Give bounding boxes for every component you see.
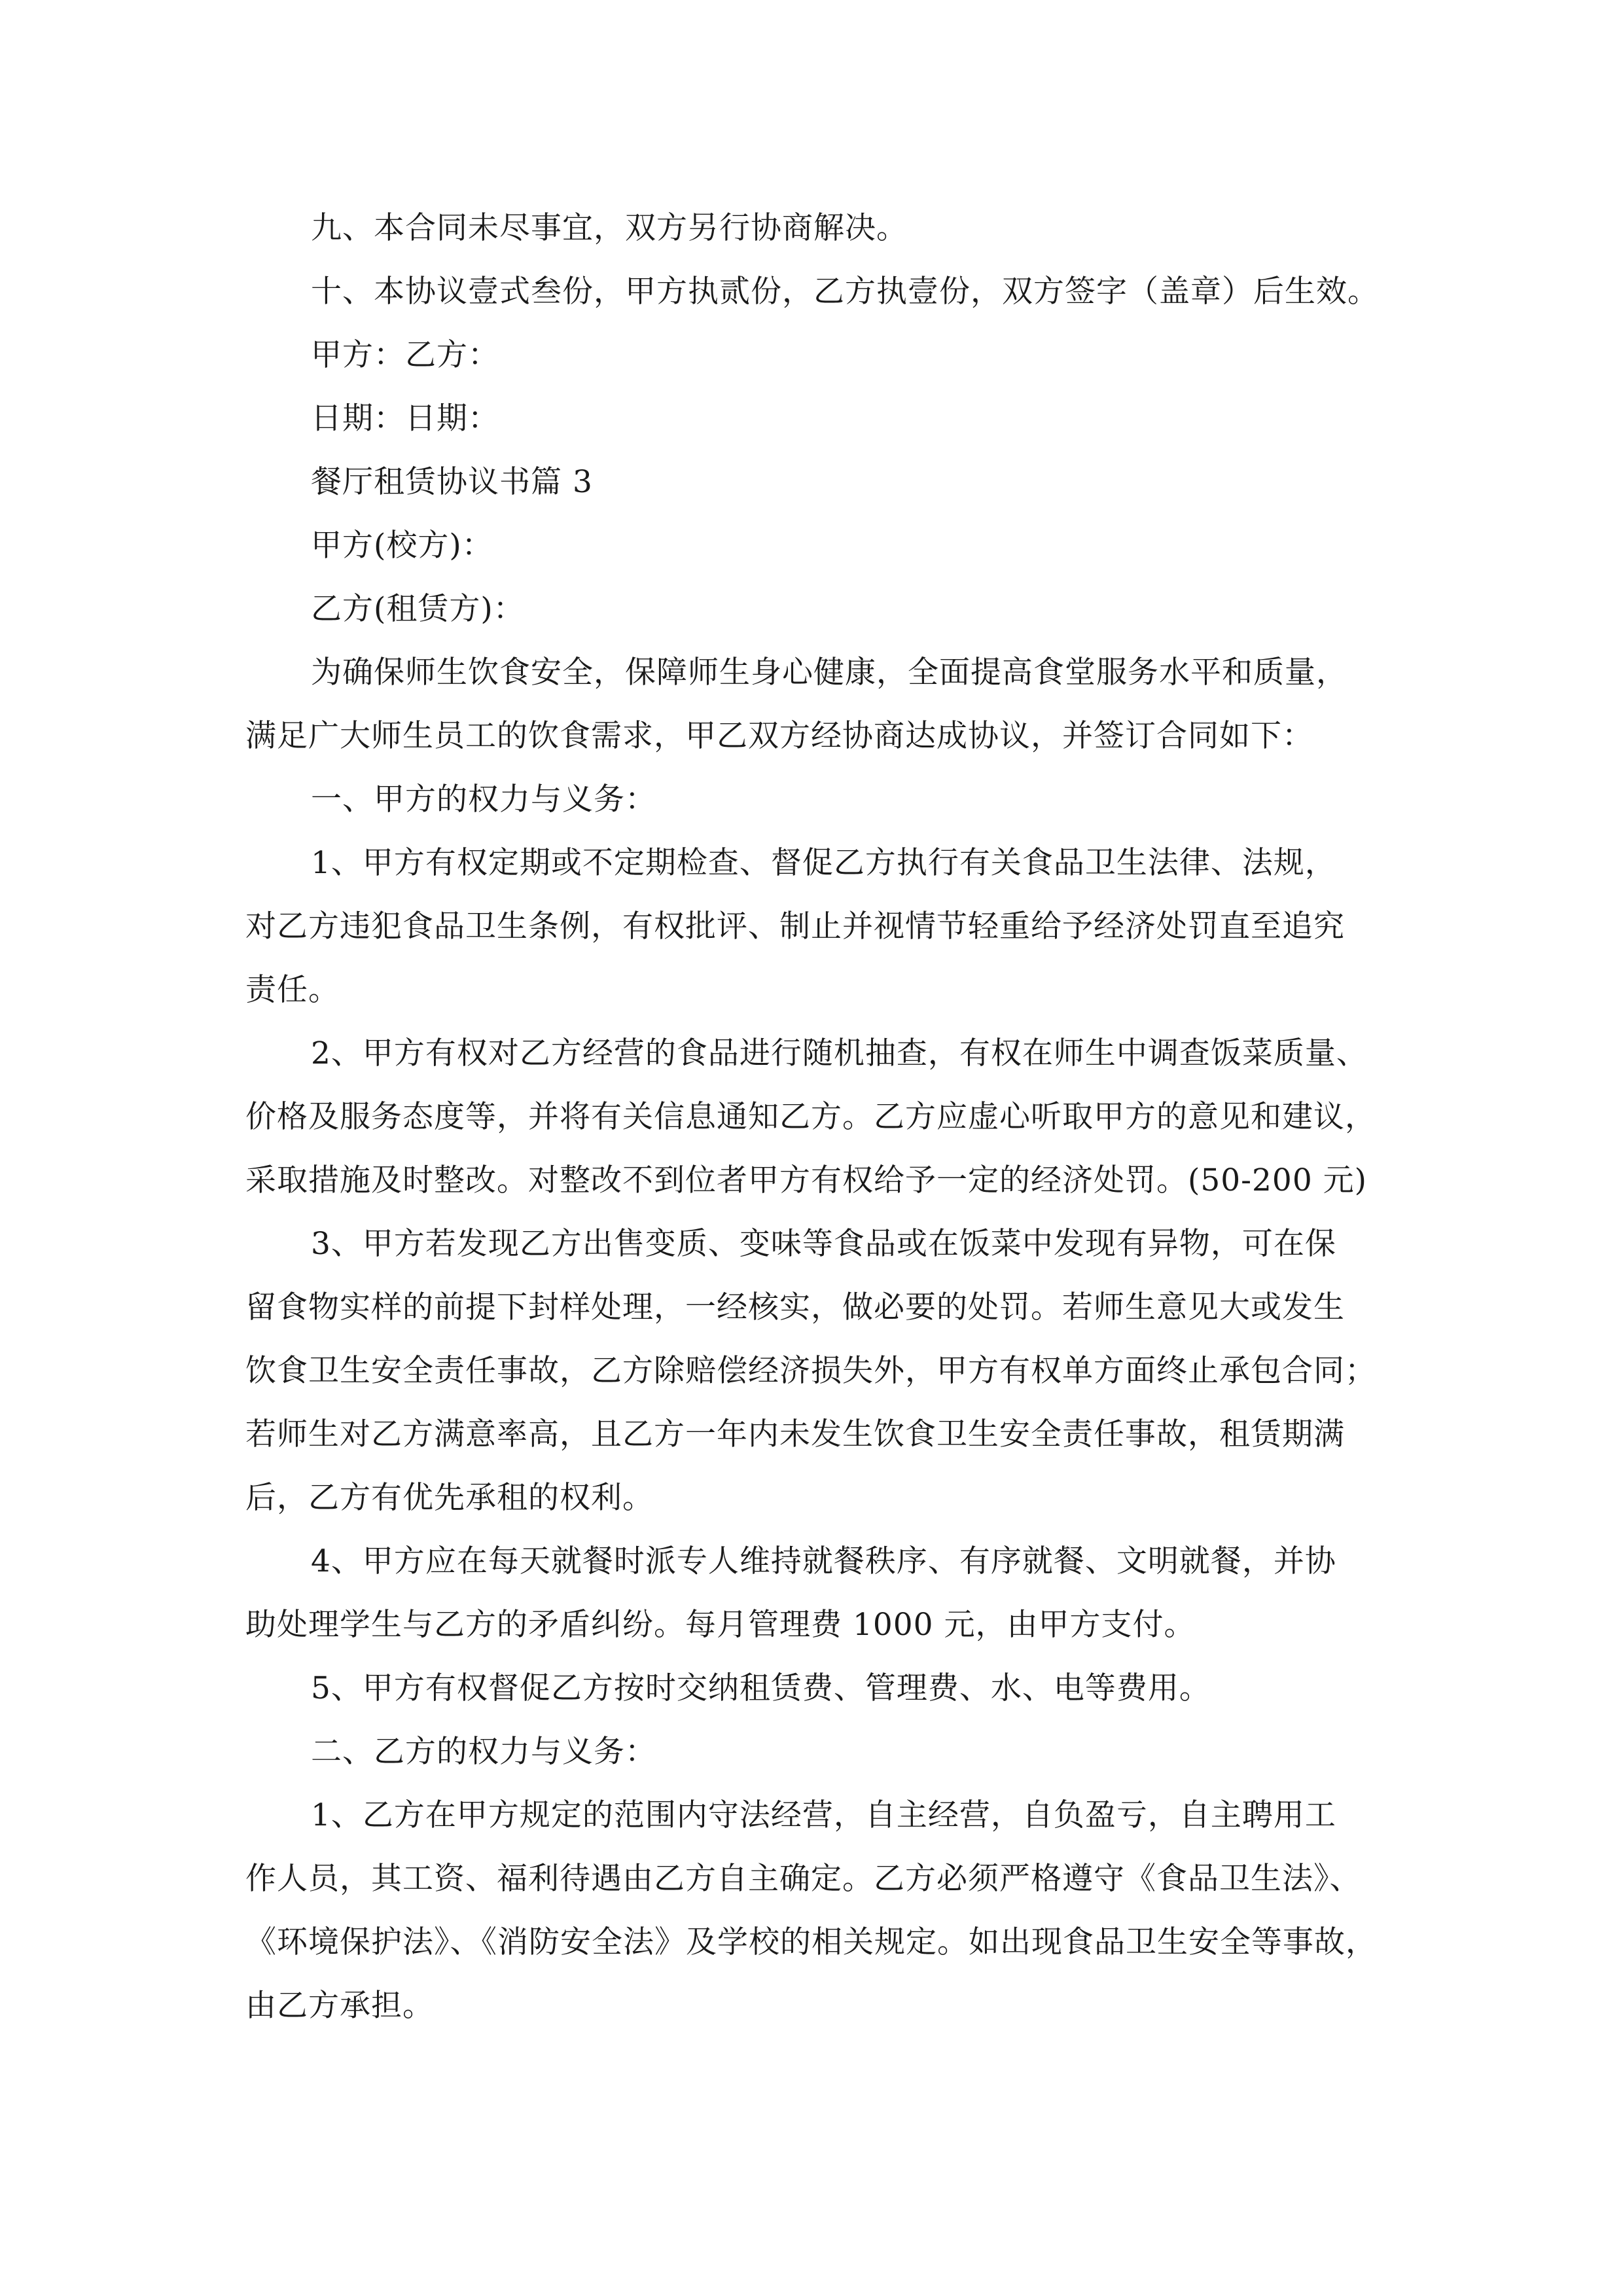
text-line: 餐厅租赁协议书篇 3 — [311, 464, 593, 500]
text-line: 甲方：乙方： — [311, 337, 499, 373]
section-title — [245, 450, 1430, 514]
text-line: 日期：日期： — [311, 401, 499, 437]
paragraph-a-5 — [245, 1657, 1430, 1720]
text-line: 对乙方违犯食品卫生条例，有权批评、制止并视情节轻重给予经济处罚直至追究 — [245, 908, 1345, 944]
text-line: 作人员，其工资、福利待遇由乙方自主确定。乙方必须严格遵守《食品卫生法》、 — [245, 1861, 1361, 1897]
text-line: 采取措施及时整改。对整改不到位者甲方有权给予一定的经济处罚。(50-200 元) — [245, 1162, 1368, 1198]
text-line: 5、甲方有权督促乙方按时交纳租赁费、管理费、水、电等费用。 — [311, 1670, 1211, 1706]
text-line: 助处理学生与乙方的矛盾纠纷。每月管理费 1000 元，由甲方支付。 — [245, 1607, 1196, 1643]
paragraph-a-1 — [245, 831, 1430, 1022]
signature-dates — [245, 387, 1430, 450]
document-body — [245, 196, 1430, 2037]
text-line: 价格及服务态度等，并将有关信息通知乙方。乙方应虚心听取甲方的意见和建议， — [245, 1099, 1376, 1135]
text-line: 十、本协议壹式叁份，甲方执贰份，乙方执壹份，双方签字（盖章）后生效。 — [311, 274, 1379, 310]
paragraph-a-2 — [245, 1022, 1430, 1212]
paragraph-a-4 — [245, 1530, 1430, 1657]
text-line: 《环境保护法》、《消防安全法》及学校的相关规定。如出现食品卫生安全等事故， — [245, 1924, 1377, 1960]
text-line: 乙方(租赁方)： — [311, 591, 525, 627]
paragraph-preamble — [245, 641, 1430, 768]
paragraph-b-1 — [245, 1784, 1430, 2037]
text-line: 2、甲方有权对乙方经营的食品进行随机抽查，有权在师生中调查饭菜质量、 — [311, 1035, 1368, 1071]
text-line: 责任。 — [245, 972, 340, 1008]
text-line: 1、乙方在甲方规定的范围内守法经营，自主经营，自负盈亏，自主聘用工 — [311, 1797, 1336, 1833]
text-line: 由乙方承担。 — [245, 1988, 434, 2024]
heading-party-b-duties — [245, 1720, 1430, 1784]
text-line: 饮食卫生安全责任事故，乙方除赔偿经济损失外，甲方有权单方面终止承包合同； — [245, 1353, 1376, 1389]
heading-party-a-duties — [245, 768, 1430, 831]
text-line: 留食物实样的前提下封样处理，一经核实，做必要的处罚。若师生意见大或发生 — [245, 1289, 1345, 1325]
text-line: 若师生对乙方满意率高，且乙方一年内未发生饮食卫生安全责任事故，租赁期满 — [245, 1416, 1345, 1452]
text-line: 二、乙方的权力与义务： — [311, 1734, 656, 1770]
party-a-label — [245, 514, 1430, 577]
text-line: 后，乙方有优先承租的权利。 — [245, 1480, 654, 1516]
paragraph-clause-10 — [245, 260, 1430, 323]
party-b-label — [245, 577, 1430, 641]
signature-parties — [245, 323, 1430, 387]
paragraph-clause-9 — [245, 196, 1430, 260]
text-line: 4、甲方应在每天就餐时派专人维持就餐秩序、有序就餐、文明就餐，并协 — [311, 1543, 1336, 1579]
text-line: 1、甲方有权定期或不定期检查、督促乙方执行有关食品卫生法律、法规， — [311, 845, 1336, 881]
text-line: 一、甲方的权力与义务： — [311, 781, 656, 817]
text-line: 甲方(校方)： — [311, 528, 493, 564]
text-line: 为确保师生饮食安全，保障师生身心健康，全面提高食堂服务水平和质量， — [311, 655, 1347, 691]
text-line: 九、本合同未尽事宜，双方另行协商解决。 — [311, 210, 908, 246]
paragraph-a-3 — [245, 1212, 1430, 1530]
text-line: 满足广大师生员工的饮食需求，甲乙双方经协商达成协议，并签订合同如下： — [245, 718, 1313, 754]
text-line: 3、甲方若发现乙方出售变质、变味等食品或在饭菜中发现有异物，可在保 — [311, 1226, 1336, 1262]
